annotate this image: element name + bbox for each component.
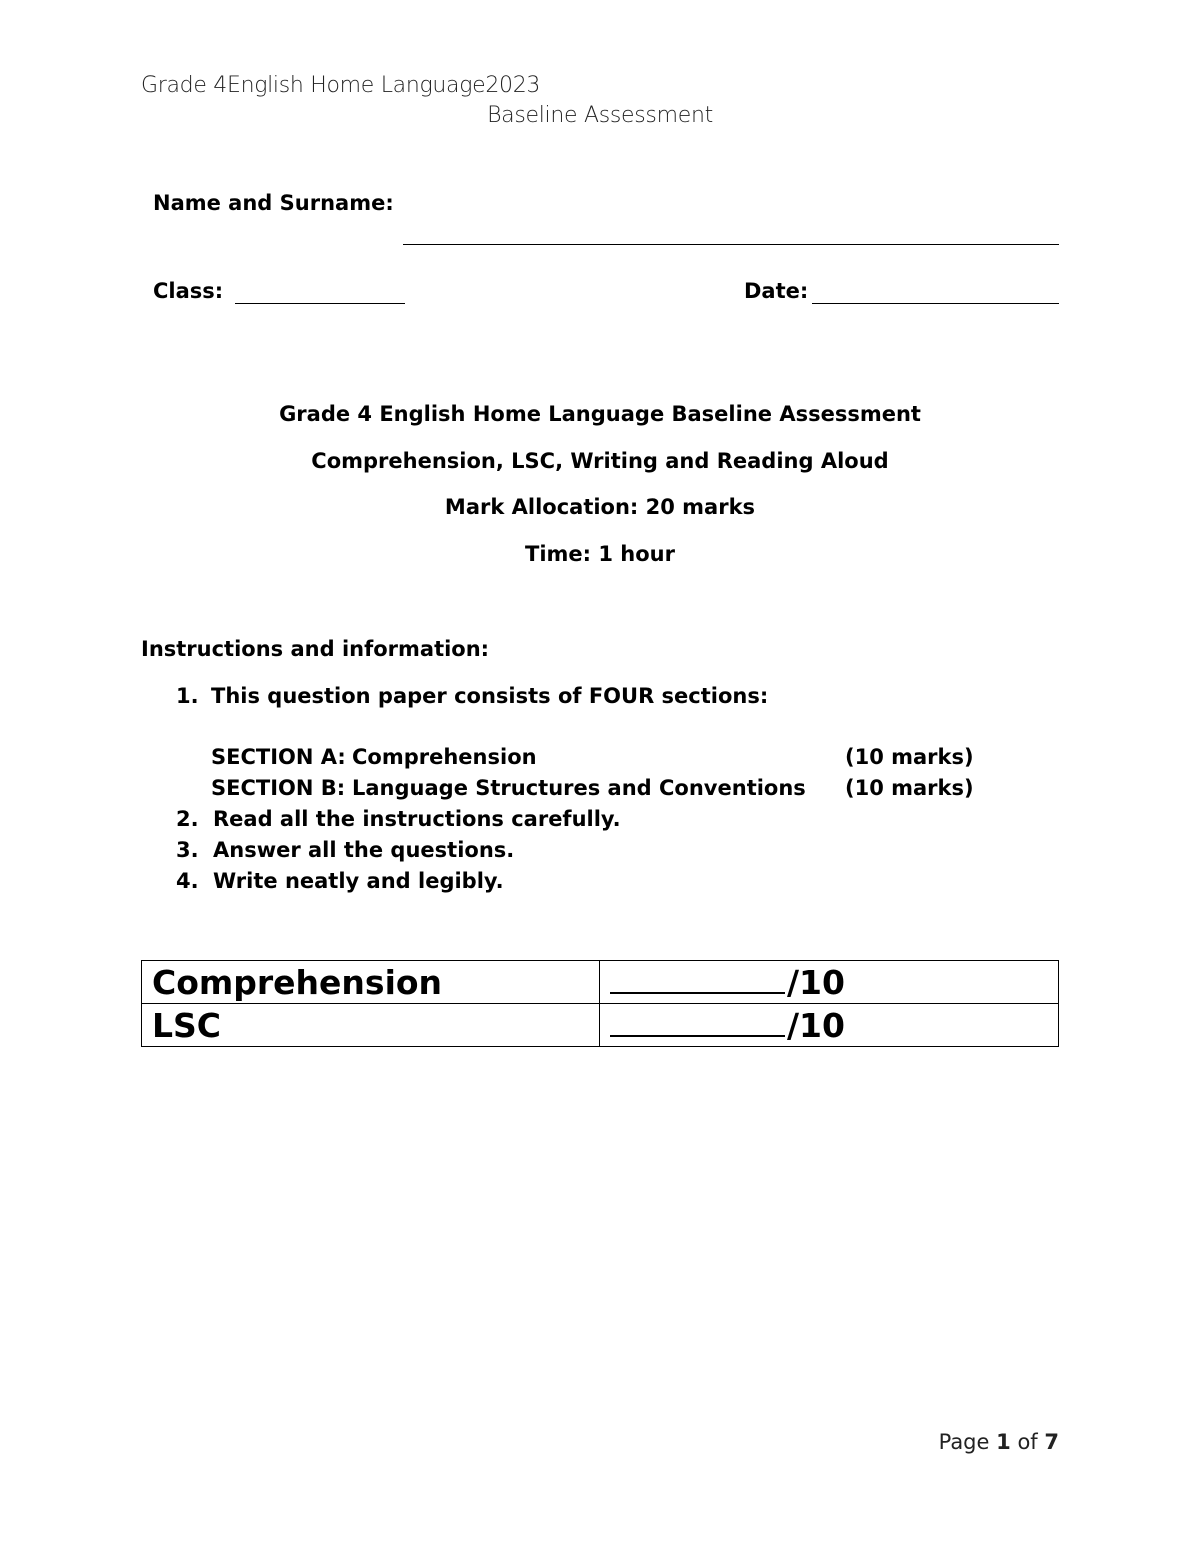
instruction-number: 3. bbox=[176, 838, 199, 862]
table-row bbox=[142, 1004, 1059, 1047]
section-b-name: Language Structures and Conventions bbox=[352, 776, 806, 800]
instruction-text: Read all the instructions carefully. bbox=[213, 807, 621, 831]
page-prefix: Page bbox=[938, 1430, 990, 1454]
header-title: Grade 4English Home Language2023 bbox=[141, 73, 541, 98]
section-a-marks: (10 marks) bbox=[845, 745, 974, 769]
date-input-line[interactable] bbox=[812, 303, 1059, 304]
score-total: /10 bbox=[787, 1006, 845, 1045]
instruction-text: This question paper consists of FOUR sections: bbox=[211, 684, 769, 708]
score-total: /10 bbox=[787, 963, 845, 1002]
class-label: Class: bbox=[153, 279, 224, 303]
score-blank[interactable] bbox=[610, 1005, 785, 1037]
name-input-line[interactable] bbox=[403, 244, 1059, 245]
header-subtitle: Baseline Assessment bbox=[487, 103, 713, 128]
section-b-marks: (10 marks) bbox=[845, 776, 974, 800]
name-label: Name and Surname: bbox=[153, 191, 394, 215]
score-row-label: Comprehension bbox=[142, 961, 600, 1004]
instruction-number: 4. bbox=[176, 869, 199, 893]
score-row-value[interactable] bbox=[600, 1004, 1059, 1047]
assessment-title: Grade 4 English Home Language Baseline Assessment bbox=[279, 402, 921, 426]
page-number bbox=[939, 1430, 1059, 1454]
section-b-label: SECTION B: bbox=[211, 776, 346, 800]
instruction-text: Write neatly and legibly. bbox=[213, 869, 504, 893]
instruction-text: Answer all the questions. bbox=[213, 838, 515, 862]
assessment-subtitle: Comprehension, LSC, Writing and Reading Aloud bbox=[311, 449, 889, 473]
score-table bbox=[141, 960, 1059, 1047]
instructions-heading: Instructions and information: bbox=[141, 637, 490, 661]
score-blank[interactable] bbox=[610, 962, 785, 994]
page-of: of bbox=[1017, 1430, 1038, 1454]
instruction-number: 1. bbox=[176, 684, 199, 708]
page-total: 7 bbox=[1044, 1430, 1059, 1454]
table-row bbox=[142, 961, 1059, 1004]
score-row-label: LSC bbox=[142, 1004, 600, 1047]
mark-allocation: Mark Allocation: 20 marks bbox=[444, 495, 756, 519]
date-label: Date: bbox=[744, 279, 809, 303]
page-current: 1 bbox=[996, 1430, 1011, 1454]
score-row-value[interactable] bbox=[600, 961, 1059, 1004]
section-a-label: SECTION A: bbox=[211, 745, 346, 769]
instruction-number: 2. bbox=[176, 807, 199, 831]
class-input-line[interactable] bbox=[235, 303, 405, 304]
time-allocation: Time: 1 hour bbox=[525, 542, 675, 566]
section-a-name: Comprehension bbox=[352, 745, 537, 769]
